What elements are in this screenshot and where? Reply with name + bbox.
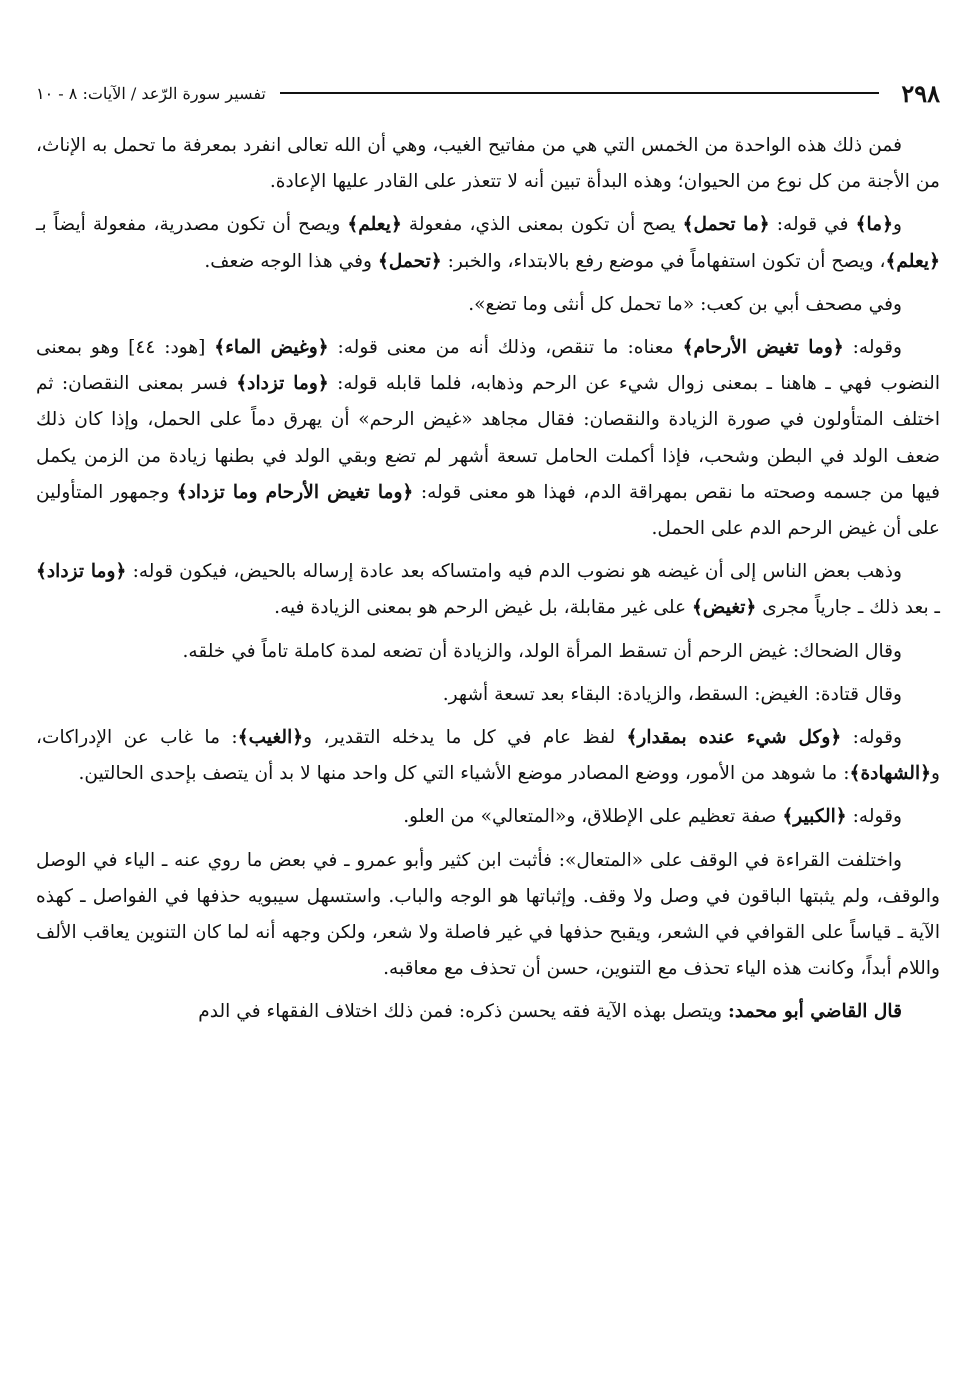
paragraph-text: [هود: ٤٤] وهو بمعنى النضوب فهي ـ هاهنا ـ بمعنى زوال شيء عن الرحم وذهابه، فلما قابله قوله:	[36, 337, 941, 395]
paragraph	[36, 799, 940, 835]
paragraph-text: على غير مقابلة، بل غيض الرحم هو بمعنى الزيادة فيه.	[274, 597, 693, 619]
page-body	[36, 128, 940, 1031]
paragraph	[36, 843, 940, 988]
paragraph-text: وقال قتادة: الغيض: السقط، والزيادة: البقاء بعد تسعة أشهر.	[442, 683, 902, 705]
quran-quote: ﴿وغيض الماء﴾	[214, 337, 329, 359]
paragraph	[36, 128, 940, 200]
paragraph-text: : ما شوهد من الأمور، ووضع المصادر موضع الأشياء التي كل واحد منها لا بد أن يتصف بإحدى الحالتين.	[78, 763, 850, 785]
paragraph	[36, 554, 940, 626]
paragraph	[36, 677, 940, 713]
paragraph-text: وجمهور المتأولين على أن غيض الرحم الدم على الحمل.	[36, 481, 940, 540]
quran-quote: ﴿الشهادة﴾	[849, 763, 932, 785]
paragraph-text: فمن ذلك هذه الواحدة من الخمس التي هي من مفاتيح الغيب، وهي أن الله تعالى انفرد بمعرفة ما تحمل به الإناث، من الأجنة من كل نوع من الحيوان؛ وهذه البدأة تبين أنه لا تتعذر على القادر عليها الإعادة.	[36, 135, 940, 193]
quran-quote: ﴿تحمل﴾	[377, 250, 442, 272]
paragraph	[36, 720, 940, 792]
paragraph-text: ـ بعد ذلك ـ جارياً مجرى	[756, 597, 940, 619]
paragraph-text: معناه: ما تنقص، وذلك أنه من معنى قوله:	[328, 337, 683, 359]
running-title: تفسير سورة الرّعد / الآيات: ٨ - ١٠	[36, 83, 266, 103]
paragraph-text: وقال الضحاك: غيض الرحم أن تسقط المرأة الولد، والزيادة أن تضعه لمدة كاملة تاماً في خلقه.	[182, 640, 902, 662]
paragraph-text: ويصح أن تكون مصدرية، مفعولة أيضاً بـ	[36, 214, 348, 236]
paragraph-text: وفي هذا الوجه ضعف.	[204, 250, 378, 272]
paragraph	[36, 287, 940, 323]
paragraph	[36, 994, 940, 1030]
quran-quote: ﴿الكبير﴾	[782, 806, 847, 828]
paragraph-text: وذهب بعض الناس إلى أن غيضه هو نضوب الدم فيه وامتساكه بعد عادة إرساله بالحيض، فيكون قوله:	[126, 561, 902, 583]
paragraph-text: وقوله:	[846, 806, 902, 828]
paragraph-text: يصح أن تكون بمعنى الذي، مفعولة	[401, 214, 683, 236]
paragraph-text: فسر بمعنى النقصان: ثم اختلف المتأولون في صورة الزيادة والنقصان: فقال مجاهد «غيض الرحم» أن يهرق دماً على الحمل، وإذا كان ذلك ضعف الولد في البطن وشحب، فإذا أكملت الحامل تسعة أشهر لم تضع وبقي الولد في بطنها زيادة من الزمن يكمل فيها من جسمه وصحته ما نقص بمهراقة الدم، فهذا هو معنى قوله:	[36, 373, 940, 503]
paragraph-text: صفة تعظيم على الإطلاق، و«المتعالي» من العلو.	[403, 806, 783, 828]
paragraph-text: وقوله:	[843, 337, 903, 359]
quran-quote: ﴿ما﴾	[855, 214, 893, 236]
quran-quote: ﴿وما تغيض الأرحام﴾	[682, 337, 844, 359]
quran-quote: ﴿وكل شيء عنده بمقدار﴾	[626, 727, 842, 749]
paragraph-text: و	[893, 214, 902, 236]
quran-quote: قال القاضي أبو محمد:	[728, 1001, 902, 1023]
paragraph	[36, 330, 940, 547]
quran-quote: ﴿تغيض﴾	[692, 597, 757, 619]
paragraph-text: ويتصل بهذه الآية فقه يحسن ذكره: فمن ذلك اختلاف الفقهاء في الدم	[198, 1001, 729, 1023]
header-rule	[280, 92, 879, 94]
quran-quote: ﴿يعلم﴾	[347, 214, 402, 236]
quran-quote: ﴿وما تزداد﴾	[36, 561, 127, 583]
quran-quote: ﴿وما تغيض الأرحام وما تزداد﴾	[176, 481, 414, 503]
paragraph-text: وفي مصحف أبي بن كعب: «ما تحمل كل أنثى وما تضع».	[468, 293, 902, 315]
quran-quote: ﴿الغيب﴾	[237, 727, 304, 749]
paragraph	[36, 634, 940, 670]
page-number: ٢٩٨	[901, 78, 940, 108]
paragraph-text: في قوله:	[769, 214, 856, 236]
quran-quote: ﴿ما تحمل﴾	[682, 214, 770, 236]
quran-quote: ﴿وما تزداد﴾	[236, 373, 329, 395]
paragraph-text: واختلفت القراءة في الوقف على «المتعال»: فأثبت ابن كثير وأبو عمرو ـ في بعض ما روي عنه ـ الياء في الوصل والوقف، ولم يثبتها الباقون في وصل ولا وقف. وإثباتها هو الوجه والباب. واستسهل سيبويه حذفها في الفواصل ـ كهذه الآية ـ قياساً على القوافي في الشعر، ويقبح حذفها في غير فاصلة ولا شعر، ولكن وجهه أنه لما كان التنوين يعاقب الألف واللام أبداً، وكانت هذه الياء تحذف مع التنوين، حسن أن تحذف مع معاقبه.	[36, 849, 940, 980]
paragraph-text: لفظ عام في كل ما يدخله التقدير، و	[303, 727, 627, 749]
paragraph-text: ، ويصح أن تكون استفهاماً في موضع رفع بالابتداء، والخبر:	[441, 250, 886, 272]
paragraph-text: : ما غاب عن الإدراكات، و	[36, 727, 940, 785]
paragraph	[36, 207, 940, 279]
page-header	[36, 78, 940, 108]
quran-quote: ﴿يعلم﴾	[885, 250, 940, 272]
paragraph-text: وقوله:	[841, 727, 902, 749]
book-page	[36, 78, 940, 1038]
